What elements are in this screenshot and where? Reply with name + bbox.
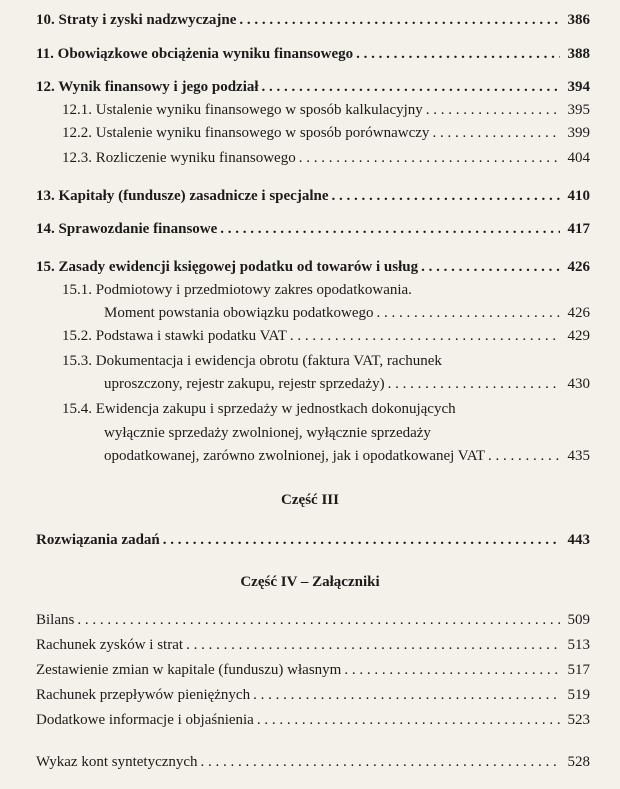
entry-title: wyłącznie sprzedaży zwolnionej, wyłącznie sprzedaży: [104, 425, 431, 441]
toc-subentry: [0, 100, 620, 120]
leader-dots: [485, 446, 560, 466]
entry-title: Rozwiązania zadań: [36, 532, 160, 548]
entry-page: 435: [567, 448, 590, 464]
entry-title: opodatkowanej, zarówno zwolnionej, jak i opodatkowanej VAT: [104, 448, 486, 464]
entry-page: 528: [567, 754, 590, 770]
toc-entry: [0, 77, 620, 97]
toc-subentry: [0, 351, 620, 371]
toc-subentry: [0, 148, 620, 168]
toc-entry: [0, 660, 620, 680]
entry-title: 12.1. Ustalenie wyniku finansowego w sposób kalkulacyjny: [62, 102, 423, 118]
toc-subentry: [0, 399, 620, 419]
entry-page: 410: [567, 188, 590, 204]
toc-entry: [0, 44, 620, 64]
entry-page: 417: [567, 221, 590, 237]
leader-dots: [74, 610, 560, 630]
leader-dots: [423, 100, 560, 120]
toc-entry: [0, 752, 620, 772]
leader-dots: [160, 530, 560, 550]
leader-dots: [429, 123, 560, 143]
toc-entry: [0, 635, 620, 655]
leader-dots: [183, 635, 560, 655]
entry-title: 10. Straty i zyski nadzwyczajne: [36, 12, 237, 28]
entry-title: Dodatkowe informacje i objaśnienia: [36, 712, 254, 728]
leader-dots: [236, 10, 560, 30]
toc-entry: [0, 10, 620, 30]
entry-title: 15. Zasady ewidencji księgowej podatku od towarów i usług: [36, 259, 419, 275]
leader-dots: [329, 186, 561, 206]
leader-dots: [254, 710, 560, 730]
entry-title: 15.1. Podmiotowy i przedmiotowy zakres opodatkowania.: [62, 282, 412, 298]
leader-dots: [217, 219, 560, 239]
toc-entry: [0, 257, 620, 277]
entry-page: 513: [567, 637, 590, 653]
entry-title: 15.3. Dokumentacja i ewidencja obrotu (faktura VAT, rachunek: [62, 353, 442, 369]
toc-subentry: [0, 280, 620, 300]
entry-page: 395: [567, 102, 590, 118]
toc-entry: [0, 530, 620, 550]
toc-subentry: [0, 423, 620, 443]
entry-page: 509: [567, 612, 590, 628]
entry-page: 386: [567, 12, 590, 28]
entry-title: 12. Wynik finansowy i jego podział: [36, 79, 259, 95]
entry-title: 11. Obowiązkowe obciążenia wyniku finansowego: [36, 46, 354, 62]
entry-title: Rachunek zysków i strat: [36, 637, 184, 653]
leader-dots: [296, 148, 560, 168]
entry-title: 12.2. Ustalenie wyniku finansowego w sposób porównawczy: [62, 125, 430, 141]
entry-title: 15.4. Ewidencja zakupu i sprzedaży w jednostkach dokonujących: [62, 401, 456, 417]
leader-dots: [385, 374, 560, 394]
entry-title: Rachunek przepływów pieniężnych: [36, 687, 251, 703]
entry-title: Wykaz kont syntetycznych: [36, 754, 198, 770]
toc-subentry: [0, 446, 620, 466]
entry-title: 15.2. Podstawa i stawki podatku VAT: [62, 328, 287, 344]
toc-entry: [0, 710, 620, 730]
leader-dots: [374, 303, 560, 323]
entry-title: Zestawienie zmian w kapitale (funduszu) własnym: [36, 662, 342, 678]
entry-page: 399: [567, 125, 590, 141]
entry-title: Bilans: [36, 612, 75, 628]
entry-page: 443: [567, 532, 590, 548]
entry-page: 404: [567, 150, 590, 166]
leader-dots: [259, 77, 560, 97]
toc-subentry: [0, 374, 620, 394]
leader-dots: [250, 685, 560, 705]
toc-entry: [0, 219, 620, 239]
entry-page: 429: [567, 328, 590, 344]
entry-page: 517: [567, 662, 590, 678]
entry-page: 426: [567, 305, 590, 321]
leader-dots: [353, 44, 560, 64]
leader-dots: [198, 752, 560, 772]
toc-subentry: [0, 123, 620, 143]
entry-page: 426: [567, 259, 590, 275]
entry-title: 12.3. Rozliczenie wyniku finansowego: [62, 150, 296, 166]
toc-entry: [0, 610, 620, 630]
entry-title: uproszczony, rejestr zakupu, rejestr sprzedaży): [104, 376, 385, 392]
toc-subentry: [0, 326, 620, 346]
entry-page: 523: [567, 712, 590, 728]
entry-page: 388: [567, 46, 590, 62]
leader-dots: [341, 660, 560, 680]
entry-page: 430: [567, 376, 590, 392]
part-heading: Część III: [281, 492, 339, 508]
entry-title: 13. Kapitały (fundusze) zasadnicze i specjalne: [36, 188, 329, 204]
entry-page: 394: [567, 79, 590, 95]
toc-subentry: [0, 303, 620, 323]
entry-title: 14. Sprawozdanie finansowe: [36, 221, 218, 237]
toc-entry: [0, 186, 620, 206]
leader-dots: [418, 257, 560, 277]
entry-title: Moment powstania obowiązku podatkowego: [104, 305, 374, 321]
leader-dots: [287, 326, 560, 346]
entry-page: 519: [567, 687, 590, 703]
toc-entry: [0, 685, 620, 705]
part-heading: Część IV – Załączniki: [240, 574, 380, 590]
